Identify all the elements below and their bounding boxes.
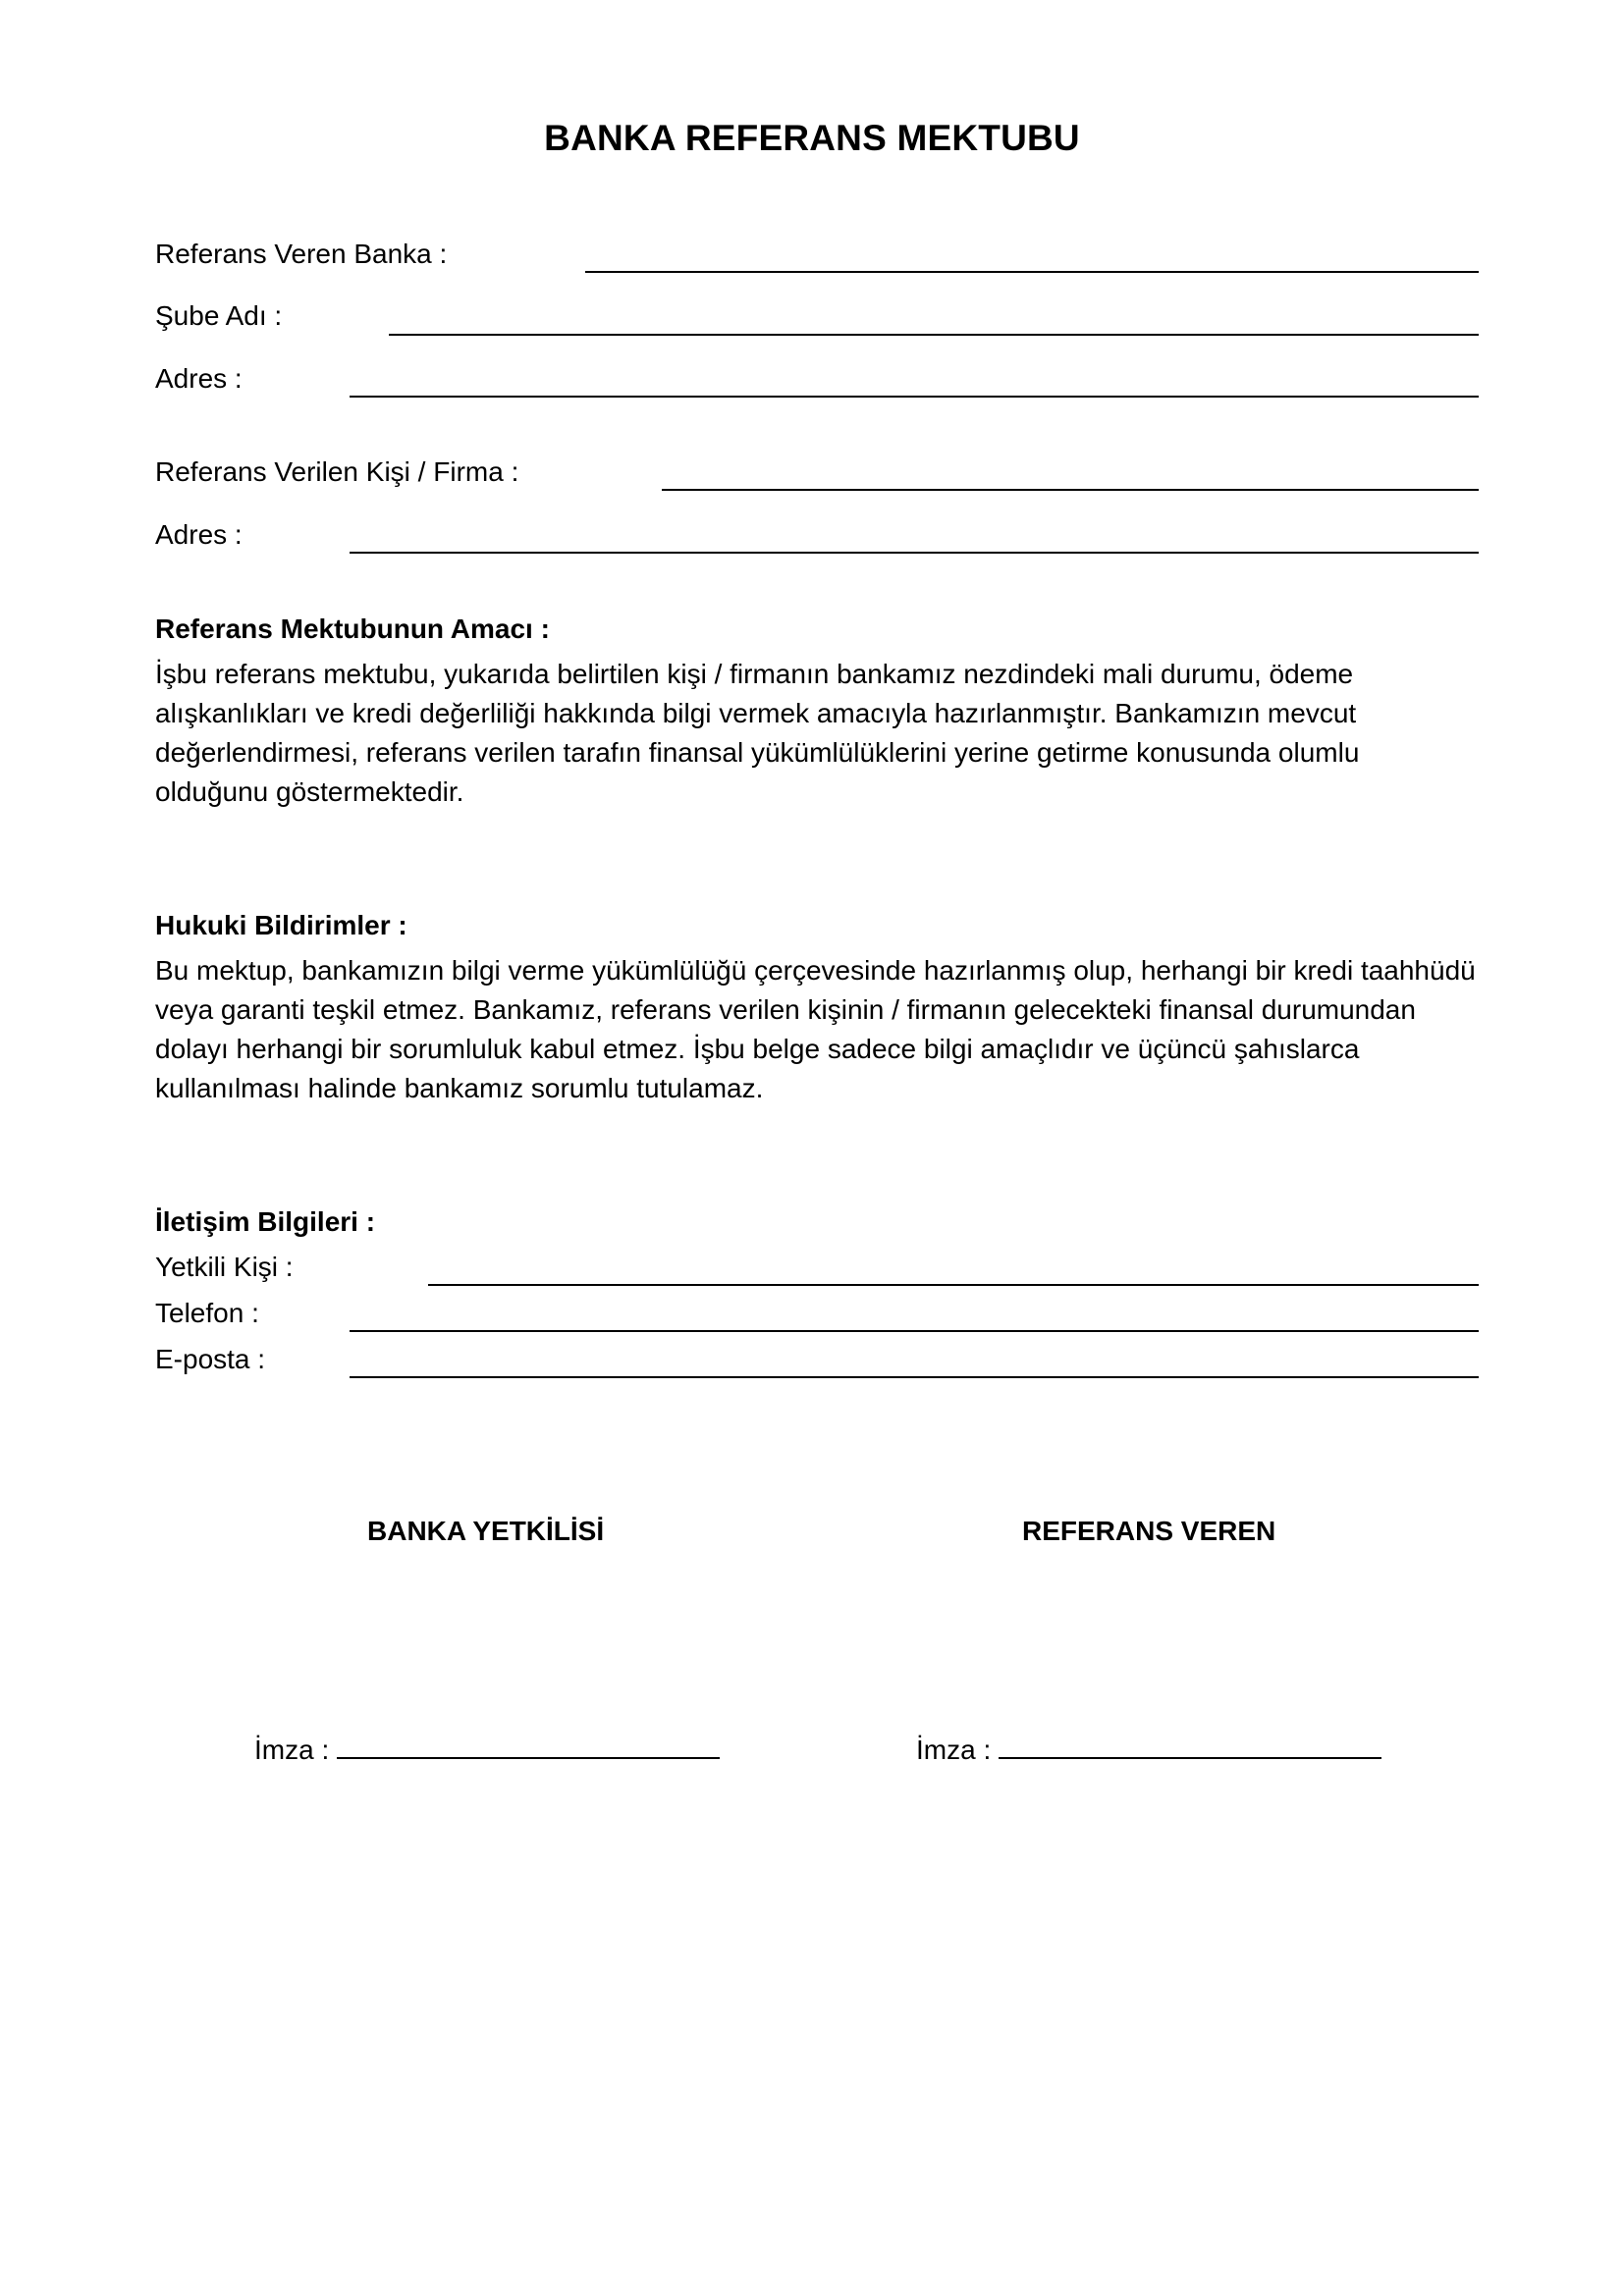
purpose-line: alışkanlıkları ve kredi değerliliği hakkında bilgi vermek amacıyla hazırlanmıştır. Bankamızın mevcut bbox=[155, 698, 1357, 728]
legal-line: dolayı herhangi bir sorumluluk kabul etmez. İşbu belge sadece bilgi amaçlıdır ve üçüncü şahıslarca bbox=[155, 1034, 1360, 1064]
legal-line: kullanılması halinde bankamız sorumlu tutulamaz. bbox=[155, 1073, 764, 1103]
branch-name-label: Şube Adı : bbox=[155, 300, 283, 331]
recipient-address-label: Adres : bbox=[155, 519, 243, 550]
email-label: E-posta : bbox=[155, 1344, 266, 1374]
purpose-line: İşbu referans mektubu, yukarıda belirtilen kişi / firmanın bankamız nezdindeki mali durumu, ödeme bbox=[155, 659, 1354, 689]
legal-line: Bu mektup, bankamızın bilgi verme yükümlülüğü çerçevesinde hazırlanmış olup, herhangi bir kredi taahhüdü bbox=[155, 955, 1476, 986]
contact-heading: İletişim Bilgileri : bbox=[155, 1206, 376, 1237]
referee-signature bbox=[916, 1735, 1381, 1766]
bank-name-label: Referans Veren Banka : bbox=[155, 239, 448, 269]
bank-officer-signature-label: İmza : bbox=[254, 1735, 330, 1765]
recipient-label: Referans Verilen Kişi / Firma : bbox=[155, 456, 519, 487]
purpose-paragraph bbox=[155, 655, 1359, 812]
purpose-line: değerlendirmesi, referans verilen tarafın finansal yükümlülüklerini yerine getirme konusunda olumlu bbox=[155, 737, 1360, 768]
bank-officer-signature bbox=[254, 1735, 720, 1766]
page-title: BANKA REFERANS MEKTUBU bbox=[544, 118, 1080, 158]
legal-heading: Hukuki Bildirimler : bbox=[155, 910, 407, 940]
contact-person-field[interactable] bbox=[428, 1284, 1479, 1286]
legal-line: veya garanti teşkil etmez. Bankamız, referans verilen kişinin / firmanın gelecekteki finansal durumundan bbox=[155, 994, 1416, 1025]
phone-field[interactable] bbox=[350, 1330, 1479, 1332]
legal-paragraph bbox=[155, 951, 1476, 1108]
email-field[interactable] bbox=[350, 1376, 1479, 1378]
bank-name-field[interactable] bbox=[585, 271, 1479, 273]
bank-officer-title: BANKA YETKİLİSİ bbox=[367, 1516, 605, 1546]
phone-label: Telefon : bbox=[155, 1298, 259, 1328]
referee-signature-label: İmza : bbox=[916, 1735, 992, 1765]
purpose-heading: Referans Mektubunun Amacı : bbox=[155, 614, 550, 644]
bank-address-field[interactable] bbox=[350, 396, 1479, 398]
referee-signature-line[interactable] bbox=[999, 1756, 1381, 1759]
contact-person-label: Yetkili Kişi : bbox=[155, 1252, 294, 1282]
recipient-address-field[interactable] bbox=[350, 552, 1479, 554]
purpose-line: olduğunu göstermektedir. bbox=[155, 776, 464, 807]
referee-title: REFERANS VEREN bbox=[1022, 1516, 1276, 1546]
recipient-field[interactable] bbox=[662, 489, 1479, 491]
bank-address-label: Adres : bbox=[155, 363, 243, 394]
bank-officer-signature-line[interactable] bbox=[337, 1756, 720, 1759]
branch-name-field[interactable] bbox=[389, 334, 1479, 336]
